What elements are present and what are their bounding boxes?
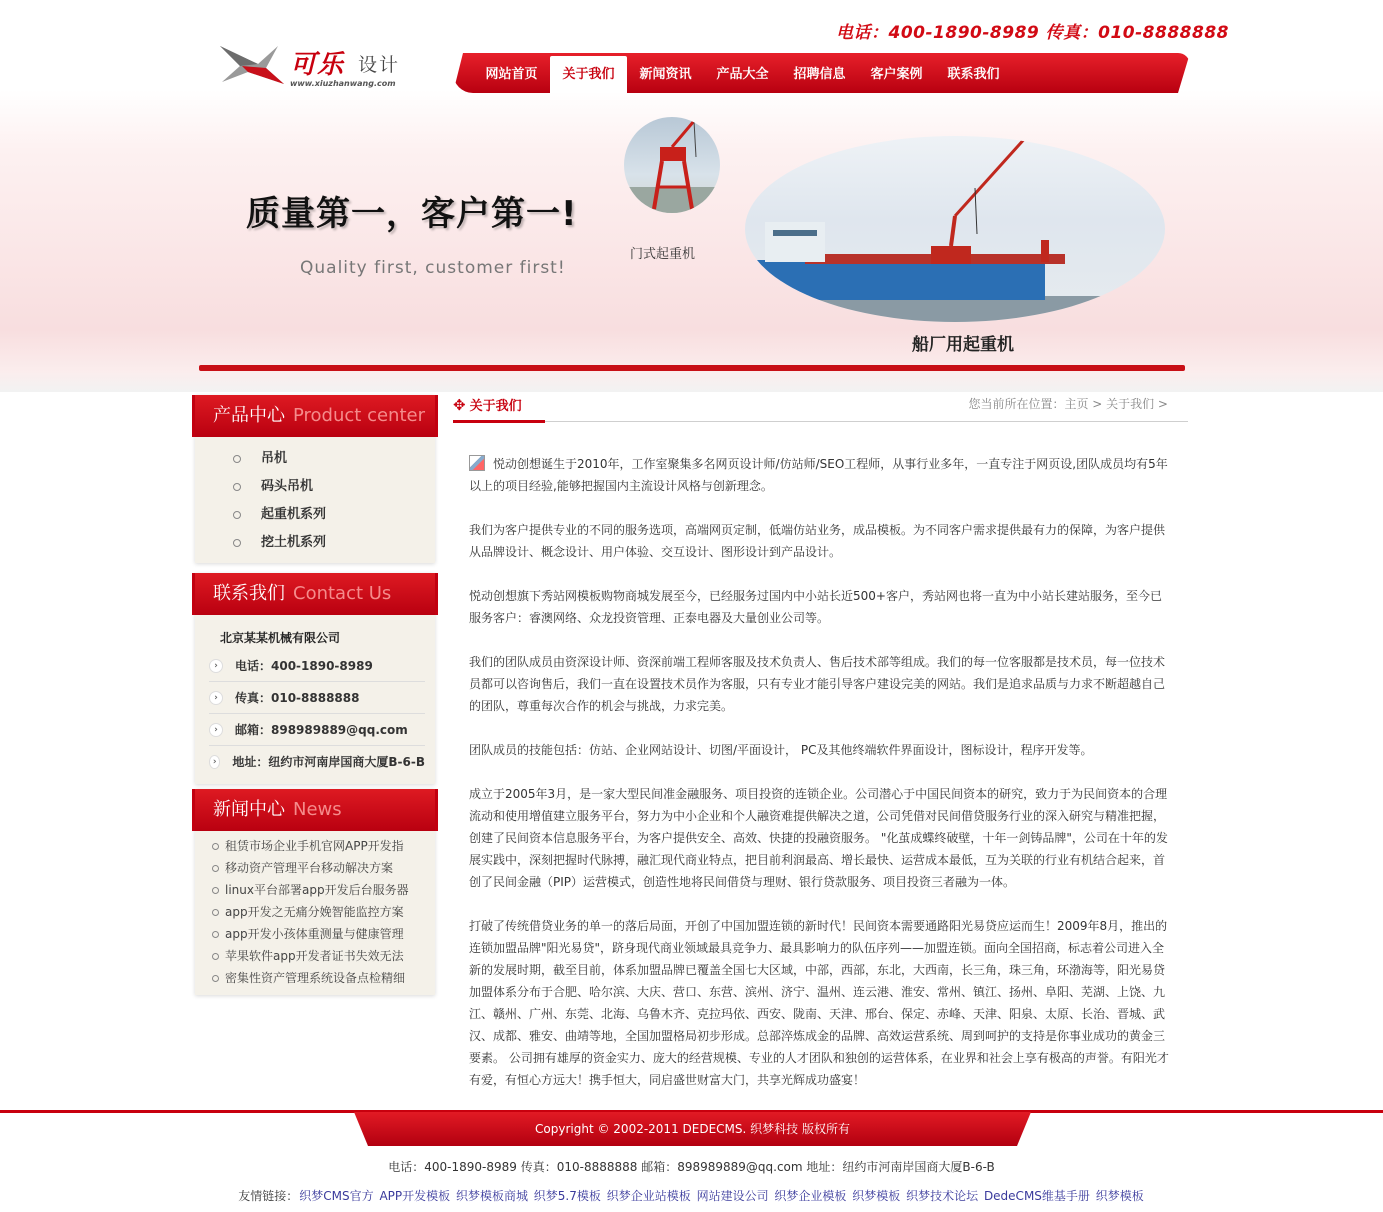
news-list bbox=[195, 831, 435, 995]
article-paragraph: 我们为客户提供专业的不同的服务选项，高端网页定制，低端仿站业务，成品模板。为不同客户需求提供最有力的保障，为客户提供从品牌设计、概念设计、用户体验、交互设计、图形设计到产品设计。 bbox=[469, 523, 1166, 559]
section-title-text: 关于我们 bbox=[469, 399, 522, 414]
friend-link[interactable]: 织梦技术论坛 bbox=[906, 1189, 979, 1203]
article-paragraph: 成立于2005年3月，是一家大型民间准金融服务、项目投资的连锁企业。公司潜心于中国民间资本的研究，致力于为民间资本的合理流动和使用增值建立服务平台，努力为中小企业和个人融资难提供解决之道，公司凭借对民间借贷服务行业的深入研究与精准把握，创建了民间资本信息服务平台，为客户提供安全、高效、快捷的投融资服务。 "化茧成蝶终破壁，十年一剑铸品牌"，公司在十年的发展实践中，深刻把握时代脉搏，融汇现代商业特点，把目前利润最高、增长最快、运营成本最低，互为关联的行业有机结合起来，首创了民间金融（PIP）运营模式，创造性地将民间借贷与理财、银行贷款服务、项目投资三者融为一体。 bbox=[469, 787, 1168, 889]
contact-title: 联系我们 bbox=[213, 583, 285, 604]
contact-fax-text: 传真：010-8888888 bbox=[235, 690, 360, 705]
section-title-underline bbox=[453, 420, 545, 423]
news-center-title-en: News bbox=[293, 799, 342, 820]
bullet-circle-icon bbox=[212, 887, 219, 894]
header-phone: 电话：400-1890-8989 传真：010-8888888 bbox=[836, 23, 1229, 43]
nav-item-contact[interactable]: 联系我们 bbox=[947, 67, 1000, 82]
article-paragraph: 悦动创想旗下秀站网模板购物商城发展至今，已经服务过国内中小站长近500+客户，秀站网也将一直为中小站长建站服务，至今已服务客户：睿澳网络、众龙投资管理、正泰电器及大量创业公司等。 bbox=[469, 589, 1162, 625]
banner-divider bbox=[199, 365, 1185, 371]
gantry-crane-caption: 门式起重机 bbox=[630, 247, 696, 262]
article-paragraph: 打破了传统借贷业务的单一的落后局面，开创了中国加盟连锁的新时代！民间资本需要通路阳光易贷应运而生！2009年8月，推出的连锁加盟品牌"阳光易贷"，跻身现代商业领域最具竞争力、最具影响力的队伍序列——加盟连锁。面向全国招商，标志着公司进入全新的发展时期，截至目前，体系加盟品牌已覆盖全国七大区域，中部，西部，东北，大西南，长三角，珠三角，环渤海等，阳光易贷加盟体系分布于合肥、哈尔滨、大庆、营口、东营、滨州、济宁、温州、连云港、淮安、常州、镇江、扬州、阜阳、芜湖、上饶、九江、赣州、广州、东莞、北海、乌鲁木齐、克拉玛依、西安、陇南、天津、邢台、保定、赤峰、天津、阳泉、太原、长治、晋城、武汉、成都、雅安、曲靖等地，全国加盟格局初步形成。总部淬炼成金的品牌、高效运营系统、周到呵护的支持是你事业成功的黄金三要素。 公司拥有雄厚的资金实力、庞大的经营规模、专业的人才团队和独创的运营体系，在业界和社会上享有极高的声誉。有阳光才有爱，有恒心方远大！携手恒大，同启盛世财富大门，共享光辉成功盛宴！ bbox=[469, 919, 1169, 1087]
friend-links-label: 友情链接： bbox=[238, 1189, 299, 1203]
contact-address-text: 地址：纽约市河南岸国商大厦B-6-B bbox=[232, 755, 425, 769]
nav-item-products[interactable]: 产品大全 bbox=[716, 67, 769, 82]
product-item[interactable] bbox=[233, 445, 435, 473]
main-nav bbox=[453, 53, 1190, 93]
news-center-panel bbox=[195, 789, 435, 995]
product-center-header bbox=[195, 395, 435, 437]
contact-panel bbox=[195, 573, 435, 784]
contact-header bbox=[195, 573, 435, 615]
product-list bbox=[195, 437, 435, 563]
friend-link[interactable]: 织梦5.7模板 bbox=[533, 1189, 601, 1203]
news-center-title: 新闻中心 bbox=[213, 799, 285, 820]
footer-copyright: Copyright © 2002-2011 DEDECMS. 织梦科技 版权所有 bbox=[535, 1122, 850, 1136]
section-title bbox=[453, 395, 522, 414]
friend-link[interactable]: 织梦企业模板 bbox=[774, 1189, 847, 1203]
contact-list bbox=[195, 650, 435, 784]
news-center-header bbox=[195, 789, 435, 831]
article-paragraph-text: 悦动创想诞生于2010年，工作室聚集多名网页设计师/仿站师/SEO工程师，从事行业多年，一直专注于网页设,团队成员均有5年以上的项目经验,能够把握国内主流设计风格与创新理念。 bbox=[469, 457, 1168, 493]
chevron-right-icon: › bbox=[209, 723, 223, 737]
friend-link[interactable]: 织梦CMS官方 bbox=[299, 1189, 374, 1203]
product-center-title-en: Product center bbox=[293, 405, 425, 426]
friend-link[interactable]: 织梦模板 bbox=[1095, 1189, 1144, 1203]
bullet-circle-icon bbox=[233, 511, 241, 519]
product-center-title: 产品中心 bbox=[213, 405, 285, 426]
article-paragraph: 团队成员的技能包括：仿站、企业网站设计、切图/平面设计， PC及其他终端软件界面设计，图标设计，程序开发等。 bbox=[469, 743, 1093, 757]
logo-url: www.xiuzhanwang.com bbox=[290, 79, 396, 88]
chevron-right-icon: › bbox=[209, 691, 223, 705]
shipyard-crane-image bbox=[745, 136, 1165, 322]
gantry-crane-illustration bbox=[624, 117, 720, 213]
chevron-right-icon: › bbox=[209, 659, 223, 673]
nav-item-news[interactable]: 新闻资讯 bbox=[639, 67, 692, 82]
breadcrumb[interactable]: 您当前所在位置：主页 > 关于我们 > bbox=[968, 397, 1168, 411]
shipyard-crane-caption: 船厂用起重机 bbox=[912, 335, 1014, 355]
bullet-circle-icon bbox=[212, 953, 219, 960]
product-item-label: 挖土机系列 bbox=[261, 535, 327, 550]
product-center-panel bbox=[195, 395, 435, 563]
news-item-label: 密集性资产管理系统设备点检精细 bbox=[225, 971, 406, 985]
contact-phone-text: 电话：400-1890-8989 bbox=[235, 658, 373, 673]
banner-title: 质量第一，客户第一! bbox=[246, 194, 578, 234]
news-item[interactable] bbox=[212, 923, 422, 945]
article-paragraph bbox=[469, 453, 1169, 497]
bullet-circle-icon bbox=[212, 931, 219, 938]
product-item-label: 起重机系列 bbox=[261, 507, 327, 522]
news-item-label: 苹果软件app开发者证书失效无法 bbox=[225, 949, 404, 963]
article-paragraph: 我们的团队成员由资深设计师、资深前端工程师客服及技术负责人、售后技术部等组成。我们的每一位客服都是技术员，每一位技术员都可以咨询售后，我们一直在设置技术员作为客服，只有专业才能引导客户建设完美的网站。我们是追求品质与力求不断超越自己的团队，尊重每次合作的机会与挑战，力求完美。 bbox=[469, 655, 1166, 713]
contact-address bbox=[209, 746, 425, 778]
bullet-circle-icon bbox=[233, 483, 241, 491]
logo-text-cn: 可乐 bbox=[290, 50, 345, 80]
news-item[interactable] bbox=[212, 835, 422, 857]
footer-contact-info: 电话：400-1890-8989 传真：010-8888888 邮箱：898989889@qq.com 地址：纽约市河南岸国商大厦B-6-B bbox=[388, 1160, 995, 1174]
friend-link[interactable]: 织梦模板商城 bbox=[455, 1189, 528, 1203]
friend-link[interactable]: DedeCMS维基手册 bbox=[983, 1189, 1090, 1203]
gantry-crane-image bbox=[624, 117, 720, 213]
nav-item-home[interactable]: 网站首页 bbox=[485, 67, 538, 82]
news-item-label: app开发小孩体重测量与健康管理 bbox=[225, 927, 404, 941]
nav-list bbox=[473, 56, 1012, 93]
product-item[interactable] bbox=[233, 529, 435, 557]
friend-link[interactable]: 织梦企业站模板 bbox=[606, 1189, 691, 1203]
banner-subtitle: Quality first, customer first! bbox=[300, 258, 566, 278]
friend-link[interactable]: APP开发模板 bbox=[379, 1189, 451, 1203]
bullet-circle-icon bbox=[212, 865, 219, 872]
site-logo[interactable] bbox=[218, 40, 418, 92]
contact-title-en: Contact Us bbox=[293, 583, 392, 604]
contact-fax bbox=[209, 682, 425, 714]
nav-item-jobs[interactable]: 招聘信息 bbox=[793, 67, 846, 82]
news-item[interactable] bbox=[212, 945, 422, 967]
company-name: 北京某某机械有限公司 bbox=[220, 631, 341, 645]
article-body bbox=[469, 453, 1169, 1113]
news-item-label: 移动资产管理平台移动解决方案 bbox=[225, 861, 394, 875]
news-item[interactable] bbox=[212, 901, 422, 923]
shipyard-crane-illustration bbox=[745, 136, 1165, 322]
image-placeholder-icon bbox=[469, 455, 485, 471]
contact-email-text: 邮箱：898989889@qq.com bbox=[235, 722, 408, 737]
news-item[interactable] bbox=[212, 857, 422, 879]
news-item[interactable] bbox=[212, 967, 422, 989]
news-item[interactable] bbox=[212, 879, 422, 901]
chevron-right-icon: › bbox=[209, 755, 220, 769]
bullet-circle-icon bbox=[233, 455, 241, 463]
product-item[interactable] bbox=[233, 501, 435, 529]
news-item-label: 租赁市场企业手机官网APP开发指 bbox=[225, 839, 404, 853]
nav-item-about[interactable]: 关于我们 bbox=[550, 56, 627, 93]
nav-item-cases[interactable]: 客户案例 bbox=[870, 67, 923, 82]
news-item-label: linux平台部署app开发后台服务器 bbox=[225, 883, 409, 897]
news-item-label: app开发之无痛分娩智能监控方案 bbox=[225, 905, 404, 919]
contact-email[interactable] bbox=[209, 714, 425, 746]
bullet-circle-icon bbox=[212, 975, 219, 982]
contact-phone bbox=[209, 650, 425, 682]
friend-link[interactable]: 网站建设公司 bbox=[696, 1189, 769, 1203]
friend-link[interactable]: 织梦模板 bbox=[852, 1189, 901, 1203]
friend-links bbox=[0, 1187, 1383, 1204]
bullet-circle-icon bbox=[233, 539, 241, 547]
main-section-header bbox=[453, 388, 1188, 422]
bullet-circle-icon bbox=[212, 843, 219, 850]
logo-text-design: 设计 bbox=[358, 54, 401, 76]
product-item[interactable] bbox=[233, 473, 435, 501]
product-item-label: 吊机 bbox=[261, 451, 288, 466]
product-item-label: 码头吊机 bbox=[261, 479, 314, 494]
cross-arrows-icon: ✥ bbox=[453, 395, 466, 414]
bullet-circle-icon bbox=[212, 909, 219, 916]
logo-mark-icon bbox=[218, 42, 286, 86]
